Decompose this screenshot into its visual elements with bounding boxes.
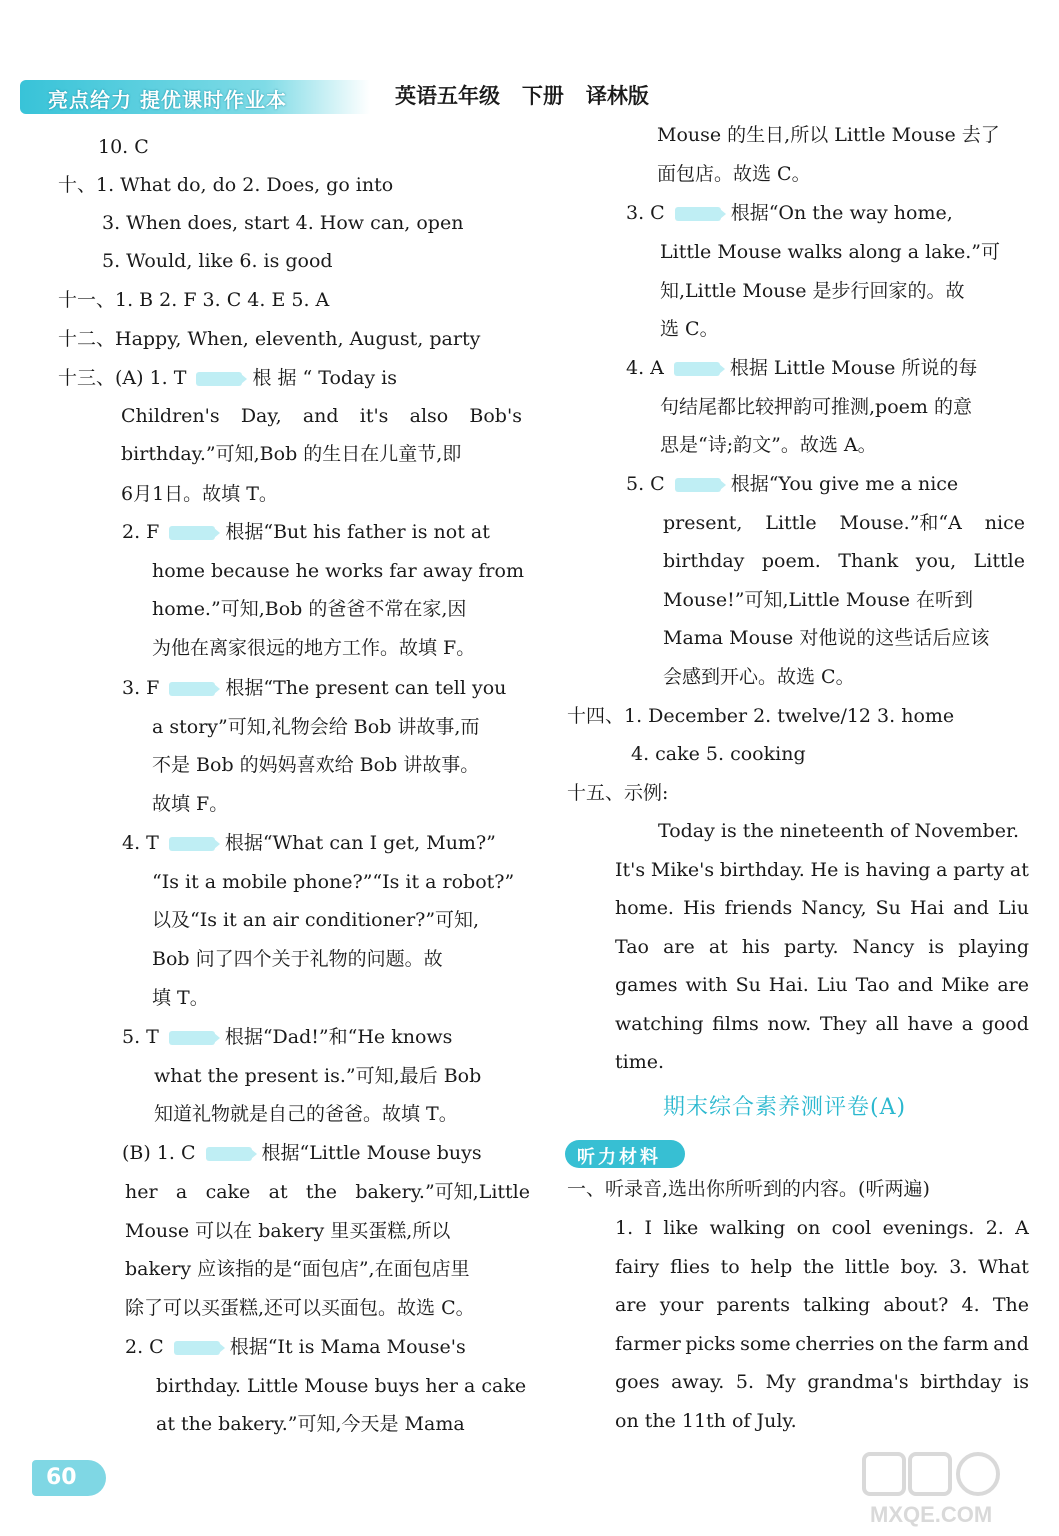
word: Su (875, 897, 901, 919)
answer-line: 3. When does, start 4. How can, open (102, 212, 464, 234)
answer-number: 2. F (122, 521, 160, 543)
watermark-logo (860, 1450, 1040, 1530)
word: at (268, 1181, 288, 1203)
word: also (409, 405, 449, 427)
answer-line: 除了可以买蛋糕,还可以买面包。故选 C。 (125, 1297, 475, 1319)
answer-line: 5. Would, like 6. is good (102, 250, 333, 272)
answer-line (58, 365, 397, 391)
essay-line (615, 857, 1029, 883)
answer-line: 句结尾都比较押韵可推测,poem 的意 (660, 396, 972, 418)
answer-line (122, 519, 490, 545)
answer-line: birthday.”可知,Bob 的生日在儿童节,即 (121, 443, 462, 465)
answer-line: Mouse!”可知,Little Mouse 在听到 (663, 589, 974, 611)
script-line (615, 1369, 1029, 1395)
answer-text: 根据“Dad!”和“He knows (224, 1026, 453, 1048)
word: goes (615, 1371, 660, 1393)
word: A (1015, 1217, 1029, 1239)
word: Mouse.”和“A (839, 512, 962, 534)
analysis-tag-icon (675, 478, 721, 492)
answer-line: what the present is.”可知,最后 Bob (154, 1065, 482, 1087)
answer-line: 10. C (98, 136, 149, 158)
word: with (685, 974, 728, 996)
essay-line (615, 1011, 1029, 1037)
page-number: 60 (46, 1465, 77, 1490)
answer-text: 根据“Little Mouse buys (261, 1142, 482, 1164)
word: friends (724, 897, 793, 919)
answer-line: 十五、示例: (567, 782, 669, 804)
word: away. (671, 1371, 725, 1393)
script-line (615, 1292, 1029, 1318)
word: poem. (761, 550, 821, 572)
word: It's (615, 859, 646, 881)
word: now. (767, 1013, 812, 1035)
answer-line (626, 200, 953, 226)
word: and (897, 974, 934, 996)
word: talking (803, 1294, 871, 1316)
analysis-tag-icon (169, 682, 215, 696)
word: cake (205, 1181, 251, 1203)
answer-line: 面包店。故选 C。 (657, 163, 811, 185)
answer-text: 根据“You give me a nice (730, 473, 959, 495)
answer-line: 4. cake 5. cooking (631, 743, 806, 765)
question-heading: 一、听录音,选出你所听到的内容。(听两遍) (567, 1178, 930, 1200)
answer-number: 5. C (626, 473, 665, 495)
word: Liu (816, 974, 848, 996)
word: Little (973, 550, 1025, 572)
answer-line: at the bakery.”可知,今天是 Mama (156, 1413, 465, 1435)
script-line (615, 1254, 1029, 1280)
answer-line: 为他在离家很远的地方工作。故填 F。 (152, 637, 476, 659)
word: home. (615, 897, 674, 919)
word: 1. (615, 1217, 634, 1239)
answer-line: 十一、1. B 2. F 3. C 4. E 5. A (58, 289, 330, 311)
svg-text:MXQE.COM: MXQE.COM (870, 1502, 993, 1527)
answer-line: 故填 F。 (152, 793, 229, 815)
word: Hai (910, 897, 945, 919)
script-line (615, 1331, 1029, 1357)
word: help (750, 1256, 793, 1278)
answer-text: 根据“What can I get, Mum?” (224, 832, 496, 854)
answer-line (122, 830, 496, 856)
word: like (663, 1217, 699, 1239)
essay-line (615, 972, 1029, 998)
analysis-tag-icon (169, 837, 215, 851)
word: The (992, 1294, 1029, 1316)
word: the (803, 1256, 835, 1278)
answer-number: 2. C (125, 1336, 164, 1358)
word: 4. (961, 1294, 980, 1316)
word: Little (765, 512, 817, 534)
answer-line: Mama Mouse 对他说的这些话后应该 (663, 627, 990, 649)
script-line: on the 11th of July. (615, 1410, 797, 1432)
word: Bob's (469, 405, 522, 427)
section-title: 期末综合素养测评卷(A) (663, 1095, 907, 1120)
answer-line: 知,Little Mouse 是步行回家的。故 (660, 280, 965, 302)
word: evenings. (882, 1217, 975, 1239)
word: Nancy, (801, 897, 867, 919)
word: the (305, 1181, 338, 1203)
word: Nancy (852, 936, 915, 958)
answer-line (663, 510, 1025, 536)
answer-text: 根 据 “ Today is (252, 367, 397, 389)
word: parents (716, 1294, 790, 1316)
header-banner (20, 80, 370, 114)
word: a (961, 1013, 974, 1035)
answer-line (626, 471, 958, 497)
answer-line: 十二、Happy, When, eleventh, August, party (58, 328, 481, 350)
answer-line: Mouse 的生日,所以 Little Mouse 去了 (657, 124, 1000, 146)
analysis-tag-icon (169, 526, 215, 540)
word: What (978, 1256, 1029, 1278)
word: farmer (615, 1333, 681, 1355)
word: have (907, 1013, 954, 1035)
word: Day, (240, 405, 282, 427)
word: films (712, 1013, 759, 1035)
word: 2. (985, 1217, 1004, 1239)
word: and (953, 897, 989, 919)
answer-line: 填 T。 (152, 987, 209, 1009)
answer-line: home because he works far away from (152, 560, 524, 582)
word: are (997, 974, 1029, 996)
word: boy. (900, 1256, 939, 1278)
word: bakery.”可知,Little (355, 1181, 530, 1203)
answer-line: 思是“诗;韵文”。故选 A。 (660, 434, 877, 456)
word: is (1013, 1371, 1029, 1393)
word: and (993, 1333, 1029, 1355)
word: is (928, 936, 945, 958)
word: some (740, 1333, 791, 1355)
word: Thank (838, 550, 899, 572)
answer-line: 知道礼物就是自己的爸爸。故填 T。 (154, 1103, 458, 1125)
word: 5. (735, 1371, 755, 1393)
word: party (953, 859, 1005, 881)
header-subject: 英语五年级 下册 译林版 (395, 84, 649, 108)
essay-line (615, 895, 1029, 921)
word: all (875, 1013, 899, 1035)
word: a (175, 1181, 188, 1203)
word: is (844, 859, 860, 881)
answer-line: home.”可知,Bob 的爸爸不常在家,因 (152, 598, 467, 620)
word: Hai. (768, 974, 809, 996)
word: Tao (855, 974, 890, 996)
word: birthday (663, 550, 745, 572)
word: Su (735, 974, 761, 996)
listening-material-label: 听力材料 (577, 1147, 661, 1168)
answer-number: 十三、(A) 1. T (58, 367, 187, 389)
answer-text: 根据“But his father is not at (225, 521, 490, 543)
analysis-tag-icon (675, 207, 721, 221)
word: the (907, 1333, 939, 1355)
answer-line: 选 C。 (660, 318, 719, 340)
answer-text: 根据“On the way home, (730, 202, 953, 224)
word: on (879, 1333, 903, 1355)
answer-text: 根据“It is Mama Mouse's (229, 1336, 466, 1358)
word: her (125, 1181, 158, 1203)
answer-line: a story”可知,礼物会给 Bob 讲故事,而 (152, 716, 480, 738)
answer-line (122, 1140, 482, 1166)
answer-number: 4. T (122, 832, 159, 854)
word: Children's (121, 405, 220, 427)
word: about? (883, 1294, 949, 1316)
listening-material-badge (565, 1140, 685, 1168)
word: I (644, 1217, 652, 1239)
answer-number: 4. A (626, 357, 664, 379)
word: nice (984, 512, 1025, 534)
word: little (845, 1256, 890, 1278)
word: Mike's (650, 859, 715, 881)
answer-line: “Is it a mobile phone?”“Is it a robot?” (152, 871, 515, 893)
word: walking (709, 1217, 786, 1239)
word: on (796, 1217, 821, 1239)
word: you, (915, 550, 957, 572)
answer-number: (B) 1. C (122, 1142, 196, 1164)
page-number-badge (32, 1460, 106, 1496)
answer-line: 会感到开心。故选 C。 (663, 666, 855, 688)
word: your (659, 1294, 704, 1316)
essay-line: Today is the nineteenth of November. (658, 820, 1019, 842)
answer-line (125, 1334, 466, 1360)
word: and (302, 405, 339, 427)
word: to (720, 1256, 740, 1278)
answer-line: 不是 Bob 的妈妈喜欢给 Bob 讲故事。 (152, 754, 480, 776)
analysis-tag-icon (174, 1341, 220, 1355)
answer-line: birthday. Little Mouse buys her a cake (156, 1375, 527, 1397)
script-line (615, 1215, 1029, 1241)
word: watching (615, 1013, 704, 1035)
word: his (741, 936, 770, 958)
answer-line: 以及“Is it an air conditioner?”可知, (152, 909, 480, 931)
answer-line: Bob 问了四个关于礼物的问题。故 (152, 948, 443, 970)
word: good (981, 1013, 1029, 1035)
answer-number: 3. F (122, 677, 160, 699)
answer-line: bakery 应该指的是“面包店”,在面包店里 (125, 1258, 470, 1280)
word: games (615, 974, 678, 996)
answer-line (122, 1024, 452, 1050)
answer-line: 十、1. What do, do 2. Does, go into (58, 174, 394, 196)
word: His (683, 897, 716, 919)
word: Tao (615, 936, 649, 958)
banner-title: 亮点给力 提优课时作业本 (48, 88, 287, 112)
answer-line (121, 403, 522, 429)
word: flies (670, 1256, 710, 1278)
word: grandma's (807, 1371, 909, 1393)
answer-line: 6月1日。故填 T。 (121, 483, 278, 505)
word: having (865, 859, 931, 881)
analysis-tag-icon (674, 362, 720, 376)
word: cool (831, 1217, 872, 1239)
word: Mike (941, 974, 990, 996)
word: at (1009, 859, 1029, 881)
word: 3. (949, 1256, 968, 1278)
answer-text: 根据“The present can tell you (225, 677, 507, 699)
word: are (615, 1294, 647, 1316)
word: it's (359, 405, 389, 427)
word: present, (663, 512, 743, 534)
answer-line (663, 548, 1025, 574)
word: birthday (920, 1371, 1002, 1393)
answer-line (125, 1179, 530, 1205)
answer-line: Little Mouse walks along a lake.”可 (660, 241, 1001, 263)
essay-line (615, 934, 1029, 960)
analysis-tag-icon (196, 372, 242, 386)
analysis-tag-icon (169, 1031, 215, 1045)
word: He (810, 859, 839, 881)
word: They (819, 1013, 867, 1035)
answer-line: 十四、1. December 2. twelve/12 3. home (567, 705, 955, 727)
word: birthday. (719, 859, 805, 881)
analysis-tag-icon (206, 1147, 252, 1161)
answer-number: 3. C (626, 202, 665, 224)
essay-line: time. (615, 1051, 665, 1073)
answer-line (122, 675, 506, 701)
word: are (663, 936, 695, 958)
word: cherries (795, 1333, 875, 1355)
word: farm (943, 1333, 989, 1355)
word: Liu (998, 897, 1029, 919)
answer-number: 5. T (122, 1026, 159, 1048)
answer-line (626, 355, 977, 381)
word: party. (784, 936, 839, 958)
word: My (765, 1371, 796, 1393)
word: a (936, 859, 948, 881)
answer-text: 根据 Little Mouse 所说的每 (729, 357, 978, 379)
word: playing (958, 936, 1029, 958)
answer-line: Mouse 可以在 bakery 里买蛋糕,所以 (125, 1220, 451, 1242)
word: at (708, 936, 728, 958)
word: fairy (615, 1256, 660, 1278)
word: picks (685, 1333, 736, 1355)
